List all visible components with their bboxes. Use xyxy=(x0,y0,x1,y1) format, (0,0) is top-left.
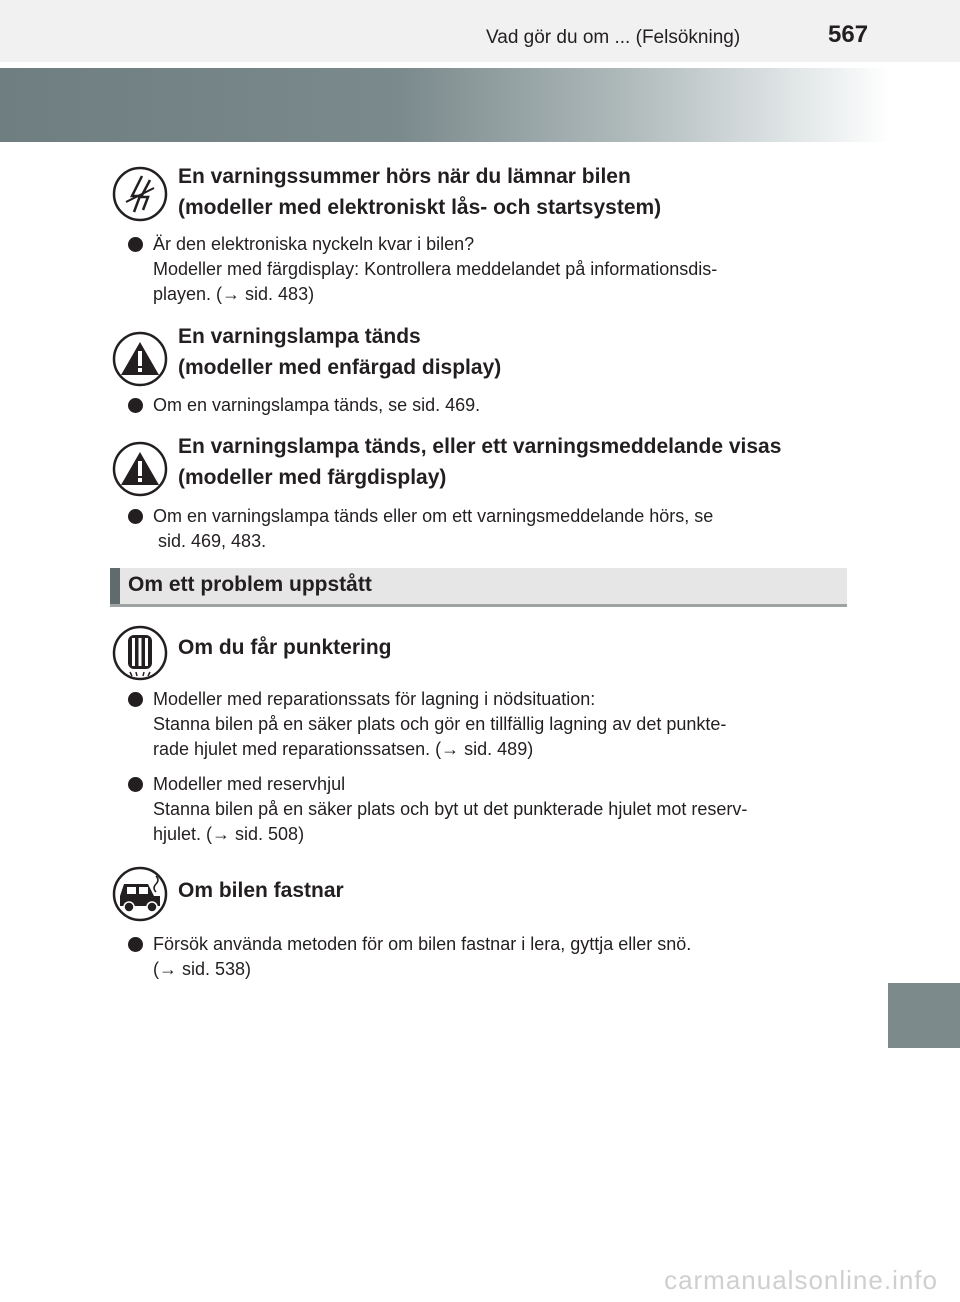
warning-buzzer-icon xyxy=(112,166,168,222)
chapter-title: Vad gör du om ... (Felsökning) xyxy=(486,27,741,48)
exclamation-icon xyxy=(112,331,168,387)
bullet-text: Stanna bilen på en säker plats och gör en tillfällig lagning av det punkte- xyxy=(153,714,727,734)
bullet-dot xyxy=(128,237,143,252)
bullet-text: rade hjulet med reparationssatsen. (→ sid. 489) xyxy=(153,739,534,759)
bullet-text: playen. (→ sid. 483) xyxy=(153,284,315,304)
section-title-line1: En varningssummer hörs när du lämnar bilen xyxy=(178,165,631,188)
bullet-text: Om en varningslampa tänds eller om ett varningsmeddelande hörs, se xyxy=(153,506,714,526)
header-strip xyxy=(0,0,960,62)
list-item xyxy=(128,932,850,982)
bullet-text: Modeller med färgdisplay: Kontrollera meddelandet på informationsdis- xyxy=(153,259,718,279)
flat-tire-icon xyxy=(112,625,168,681)
section-title-line2: (modeller med enfärgad display) xyxy=(178,356,502,379)
section-title-line2: (modeller med färgdisplay) xyxy=(178,466,447,489)
bullet-text: (→ sid. 538) xyxy=(153,959,252,979)
header-banner xyxy=(0,68,890,142)
bullet-text: Modeller med reparationssats för lagning i nödsituation: xyxy=(153,689,596,709)
list-item xyxy=(128,772,850,847)
bullet-text: Är den elektroniska nyckeln kvar i bilen? xyxy=(153,234,475,254)
section-band xyxy=(110,568,847,607)
list-item xyxy=(128,687,850,762)
section-title: Om du får punktering xyxy=(178,636,392,659)
bullet-text: hjulet. (→ sid. 508) xyxy=(153,824,305,844)
section-title-line1: En varningslampa tänds, eller ett varningsmeddelande visas xyxy=(178,435,782,458)
bullet-dot xyxy=(128,937,143,952)
section-title-line2: (modeller med elektroniskt lås- och startsystem) xyxy=(178,196,662,219)
bullet-dot xyxy=(128,398,143,413)
bullet-text: Försök använda metoden för om bilen fastnar i lera, gyttja eller snö. xyxy=(153,934,692,954)
section-title: Om bilen fastnar xyxy=(178,879,344,902)
section-title-line1: En varningslampa tänds xyxy=(178,325,421,348)
band-accent xyxy=(110,568,120,604)
bullet-dot xyxy=(128,692,143,707)
band-title: Om ett problem uppstått xyxy=(128,573,372,596)
exclamation-icon xyxy=(112,441,168,497)
bullet-text: Modeller med reservhjul xyxy=(153,774,346,794)
stuck-car-icon xyxy=(112,866,168,922)
bullet-text: sid. 469, 483. xyxy=(153,531,267,551)
bullet-dot xyxy=(128,509,143,524)
bullet-text: Stanna bilen på en säker plats och byt ut det punkterade hjulet mot reserv- xyxy=(153,799,748,819)
list-item xyxy=(128,504,850,554)
page-number: 567 xyxy=(828,21,869,48)
watermark: carmanualsonline.info xyxy=(664,1265,938,1295)
list-item xyxy=(128,232,850,307)
bullet-text: Om en varningslampa tänds, se sid. 469. xyxy=(153,395,481,415)
bullet-dot xyxy=(128,777,143,792)
list-item xyxy=(128,393,850,418)
chapter-side-tab xyxy=(888,983,960,1048)
